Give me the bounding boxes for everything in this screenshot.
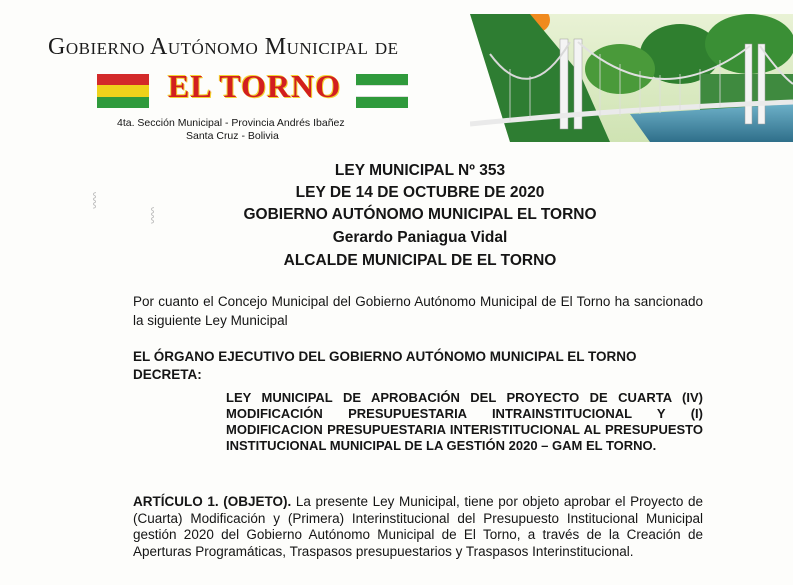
scan-mark: ⸾ <box>150 206 156 222</box>
decree-line1: EL ÓRGANO EJECUTIVO DEL GOBIERNO AUTÓNOMO MUNICIPAL EL TORNO <box>133 349 637 364</box>
article-1-text: La presente Ley Municipal, tiene por objeto aprobar el Proyecto de (Cuarta) Modificación y (Primera) Interinstitucional del Presupuesto Institucional Municipal gestión 2020 del Gobierno Autónomo Municipal de El Torno, a través de la Creación de Aperturas Programáticas, Traspasos presupuestarios y Traspasos Interinstitucional. <box>133 494 703 559</box>
scan-mark: ⸾ <box>92 191 98 207</box>
mayor-name: Gerardo Paniagua Vidal <box>332 229 508 246</box>
city-name: EL TORNO <box>168 68 342 104</box>
bolivia-flag-icon <box>97 74 149 108</box>
law-title: LEY MUNICIPAL DE APROBACIÓN DEL PROYECTO DE CUARTA (IV) MODIFICACIÓN PRESUPUESTARIA INTRAINSTITUCIONAL Y (I) MODIFICACION PRESUPUESTARIA INTERISTITUCIONAL AL PRESUPUESTO INSTITUCIONAL MUNICIPAL DE LA GESTIÓN 2020 – GAM EL TORNO. <box>226 390 703 453</box>
santa-cruz-flag-icon <box>356 74 408 108</box>
header-subtitle-line2: Santa Cruz - Bolivia <box>186 130 279 142</box>
law-number: LEY MUNICIPAL Nº 353 <box>334 162 506 179</box>
preamble-paragraph: Por cuanto el Concejo Municipal del Gobierno Autónomo Municipal de El Torno ha sancionado la siguiente Ley Municipal <box>133 294 703 328</box>
suspension-bridge-illustration-icon <box>470 14 793 142</box>
decree-line2: DECRETA: <box>133 367 202 382</box>
article-1-heading: ARTÍCULO 1. (OBJETO). <box>133 494 292 509</box>
mayor-title: ALCALDE MUNICIPAL DE EL TORNO <box>283 252 557 269</box>
municipality-title: Gobierno Autónomo Municipal de <box>48 34 399 60</box>
header-subtitle-line1: 4ta. Sección Municipal - Provincia Andrés Ibañez <box>117 117 345 129</box>
law-date: LEY DE 14 DE OCTUBRE DE 2020 <box>295 184 545 201</box>
decree-block <box>133 348 703 384</box>
government-name: GOBIERNO AUTÓNOMO MUNICIPAL EL TORNO <box>243 206 597 223</box>
article-1 <box>133 494 703 560</box>
